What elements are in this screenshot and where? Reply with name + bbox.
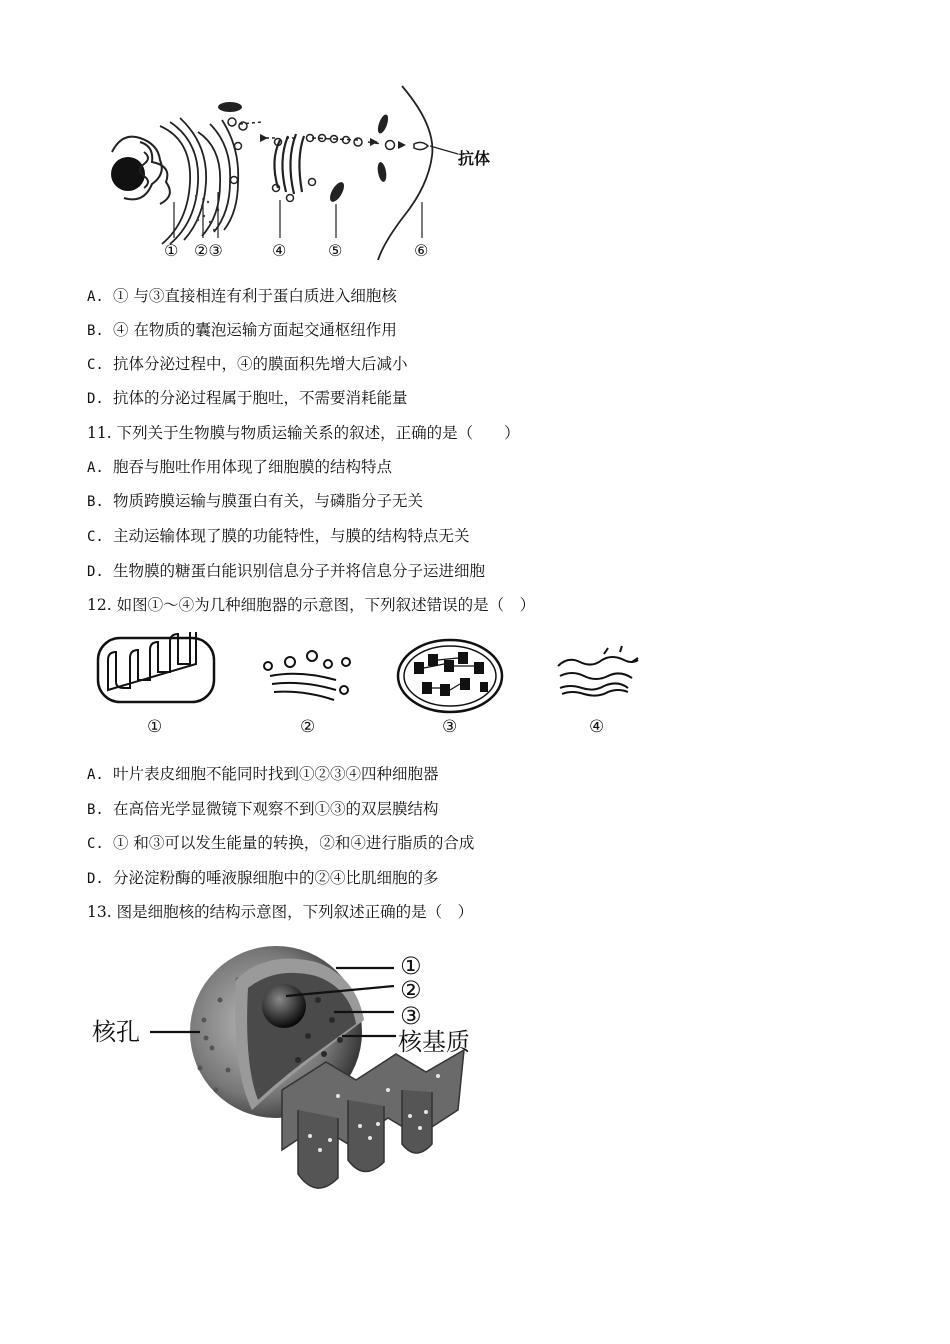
fig12-num-1: ①: [147, 717, 163, 737]
q11-stem: 11. 下列关于生物膜与物质运输关系的叙述，正确的是（ ）: [87, 424, 520, 442]
q12-option-d: D. 分泌淀粉酶的唾液腺细胞中的②④比肌细胞的多: [87, 869, 439, 887]
fig1-num-23: ②③: [194, 241, 223, 260]
q10-option-a: A. ① 与③直接相连有利于蛋白质进入细胞核: [87, 287, 397, 305]
secretion-figure: [100, 82, 520, 264]
q10-option-c: C. 抗体分泌过程中，④的膜面积先增大后减小: [87, 355, 408, 373]
q11-option-b: B. 物质跨膜运输与膜蛋白有关，与磷脂分子无关: [87, 492, 424, 510]
fig12-num-4: ④: [589, 717, 605, 737]
q12-stem: 12. 如图①～④为几种细胞器的示意图，下列叙述错误的是（ ）: [87, 596, 536, 614]
fig1-num-1: ①: [164, 241, 179, 260]
fig13-num-1: ①: [400, 952, 422, 980]
er-shape: [558, 657, 638, 696]
q10-option-d: D. 抗体的分泌过程属于胞吐，不需要消耗能量: [87, 389, 408, 407]
antibody-label: 抗体: [458, 149, 491, 168]
nuclear-matrix-label: 核基质: [398, 1028, 470, 1056]
nucleolus-shape: [262, 984, 306, 1028]
fig1-num-5: ⑤: [328, 241, 343, 260]
fig13-num-3: ③: [400, 1002, 422, 1030]
q11-option-d: D. 生物膜的糖蛋白能识别信息分子并将信息分子运进细胞: [87, 562, 486, 580]
fig12-num-3: ③: [442, 717, 458, 737]
chloroplast-shape: [398, 640, 502, 712]
fig12-num-2: ②: [300, 717, 316, 737]
nucleus-shape: [111, 157, 145, 191]
fig13-num-2: ②: [400, 976, 422, 1004]
q12-option-c: C. ① 和③可以发生能量的转换，②和④进行脂质的合成: [87, 834, 475, 852]
q11-option-a: A. 胞吞与胞吐作用体现了细胞膜的结构特点: [87, 458, 393, 476]
nuclear-pore-label: 核孔: [92, 1018, 140, 1046]
nucleus-figure: [88, 940, 498, 1202]
fig1-num-6: ⑥: [414, 241, 429, 260]
q12-option-a: A. 叶片表皮细胞不能同时找到①②③④四种细胞器: [87, 765, 439, 783]
q13-stem: 13. 图是细胞核的结构示意图，下列叙述正确的是（ ）: [87, 903, 474, 921]
organelles-figure: [92, 632, 652, 742]
q12-option-b: B. 在高倍光学显微镜下观察不到①③的双层膜结构: [87, 800, 439, 818]
q11-option-c: C. 主动运输体现了膜的功能特性，与膜的结构特点无关: [87, 527, 470, 545]
golgi-shape: [264, 651, 350, 700]
fig1-num-4: ④: [272, 241, 287, 260]
q10-option-b: B. ④ 在物质的囊泡运输方面起交通枢纽作用: [87, 321, 397, 339]
